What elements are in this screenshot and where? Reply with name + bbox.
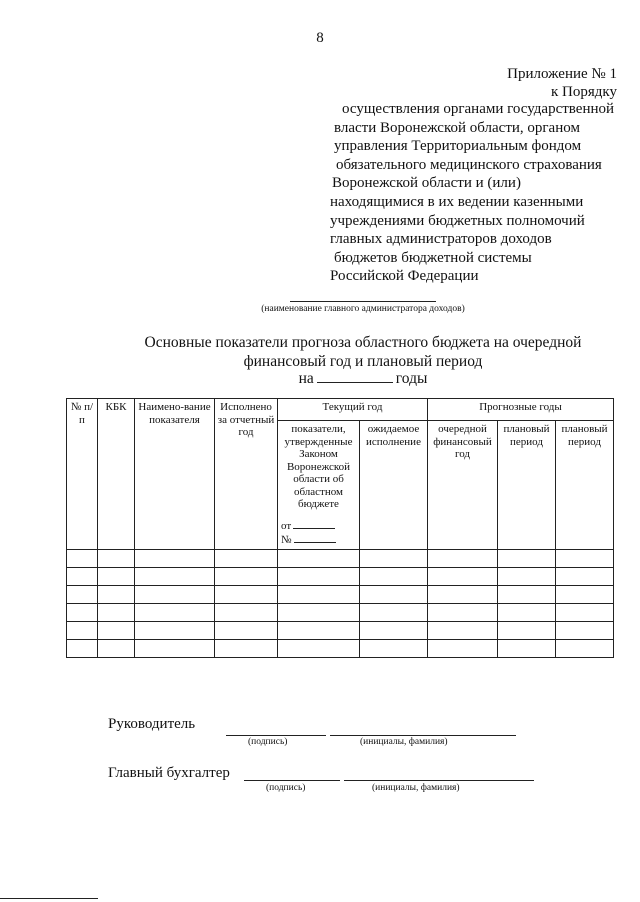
- table-cell[interactable]: [428, 550, 498, 568]
- header-plan-2: плановый период: [556, 421, 614, 550]
- table-row: [67, 568, 614, 586]
- table-cell[interactable]: [215, 586, 278, 604]
- table-cell[interactable]: [278, 622, 360, 640]
- table-cell[interactable]: [498, 622, 556, 640]
- accountant-label: Главный бухгалтер: [108, 765, 230, 781]
- table-cell[interactable]: [98, 640, 135, 658]
- title-line-1: Основные показатели прогноза областного бюджета на очередной: [144, 334, 582, 351]
- table-cell[interactable]: [498, 550, 556, 568]
- header-num: № п/п: [67, 399, 98, 550]
- table-cell[interactable]: [215, 640, 278, 658]
- table-cell[interactable]: [215, 568, 278, 586]
- appendix-title: Приложение № 1: [507, 66, 617, 82]
- header-plan-1: плановый период: [498, 421, 556, 550]
- table-cell[interactable]: [360, 550, 428, 568]
- table-cell[interactable]: [67, 604, 98, 622]
- table-cell[interactable]: [498, 586, 556, 604]
- head-signature-line[interactable]: [226, 735, 326, 736]
- table-cell[interactable]: [278, 550, 360, 568]
- table-cell[interactable]: [360, 622, 428, 640]
- table-cell[interactable]: [278, 640, 360, 658]
- appendix-line: управления Территориальным фондом: [334, 138, 582, 155]
- appendix-line: Воронежской области и (или): [332, 175, 521, 192]
- period-prefix: на: [298, 370, 314, 387]
- table-cell[interactable]: [215, 550, 278, 568]
- document-title: [0, 333, 640, 371]
- appendix-line: Российской Федерации: [330, 268, 479, 285]
- forecast-table: [66, 398, 614, 658]
- appendix-line: находящимися в их ведении казенными: [330, 193, 584, 210]
- table-row: [67, 586, 614, 604]
- table-cell[interactable]: [278, 604, 360, 622]
- appendix-line: власти Воронежской области, органом: [334, 119, 580, 136]
- appendix-body: [330, 100, 635, 286]
- page-number: 8: [316, 30, 324, 46]
- table-cell[interactable]: [98, 550, 135, 568]
- table-cell[interactable]: [98, 622, 135, 640]
- table-cell[interactable]: [135, 568, 215, 586]
- header-forecast-years: Прогнозные годы: [428, 399, 614, 421]
- footer-rule: [0, 898, 98, 899]
- table-cell[interactable]: [428, 586, 498, 604]
- head-name-caption: (инициалы, фамилия): [360, 737, 448, 747]
- header-next-year: очередной финансовый год: [428, 421, 498, 550]
- table-cell[interactable]: [428, 622, 498, 640]
- table-cell[interactable]: [98, 586, 135, 604]
- appendix-line: обязательного медицинского страхования: [336, 156, 602, 173]
- head-name-line[interactable]: [330, 735, 516, 736]
- period-suffix: годы: [395, 370, 428, 387]
- table-cell[interactable]: [498, 604, 556, 622]
- accountant-signature-caption: (подпись): [266, 783, 306, 793]
- approved-number-label: №: [281, 534, 292, 546]
- table-row: [67, 604, 614, 622]
- table-cell[interactable]: [428, 568, 498, 586]
- table-cell[interactable]: [360, 586, 428, 604]
- appendix-line: осуществления органами государственной: [342, 101, 615, 117]
- table-cell[interactable]: [360, 640, 428, 658]
- appendix-line: главных администраторов доходов: [330, 231, 552, 248]
- accountant-name-line[interactable]: [344, 780, 534, 781]
- table-cell[interactable]: [278, 568, 360, 586]
- table-cell[interactable]: [360, 568, 428, 586]
- accountant-name-caption: (инициалы, фамилия): [372, 783, 460, 793]
- header-approved: [278, 421, 360, 550]
- accountant-signature-line[interactable]: [244, 780, 340, 781]
- table-cell[interactable]: [67, 640, 98, 658]
- table-cell[interactable]: [556, 568, 614, 586]
- table-row: [67, 550, 614, 568]
- table-row: [67, 640, 614, 658]
- table-cell[interactable]: [135, 604, 215, 622]
- appendix-line: учреждениями бюджетных полномочий: [330, 212, 585, 229]
- header-name: Наимено-вание показателя: [135, 399, 215, 550]
- title-line-2: финансовый год и плановый период: [243, 353, 483, 370]
- table-cell[interactable]: [556, 604, 614, 622]
- table-cell[interactable]: [556, 586, 614, 604]
- header-approved-text: показатели, утвержденные Законом Воронежской области об областном бюджете: [284, 423, 353, 510]
- approved-from: [281, 519, 335, 533]
- header-current-year: Текущий год: [278, 399, 428, 421]
- approved-number: [281, 533, 336, 547]
- header-expected: ожидаемое исполнение: [360, 421, 428, 550]
- header-kbk: КБК: [98, 399, 135, 550]
- table-cell[interactable]: [556, 622, 614, 640]
- table-cell[interactable]: [215, 604, 278, 622]
- table-row: [67, 622, 614, 640]
- table-cell[interactable]: [67, 568, 98, 586]
- table-cell[interactable]: [67, 586, 98, 604]
- approved-from-label: от: [281, 520, 292, 532]
- table-cell[interactable]: [278, 586, 360, 604]
- table-cell[interactable]: [67, 550, 98, 568]
- head-label: Руководитель: [108, 716, 196, 732]
- table-cell[interactable]: [135, 550, 215, 568]
- admin-caption: (наименование главного администратора доходов): [261, 304, 465, 314]
- approved-number-blank[interactable]: [294, 533, 336, 543]
- table-cell[interactable]: [498, 640, 556, 658]
- table-cell[interactable]: [556, 550, 614, 568]
- appendix-line: бюджетов бюджетной системы: [334, 249, 532, 266]
- head-signature-caption: (подпись): [248, 737, 288, 747]
- table-cell[interactable]: [428, 640, 498, 658]
- table-cell[interactable]: [135, 622, 215, 640]
- admin-name-line[interactable]: [290, 301, 436, 302]
- table-cell[interactable]: [98, 604, 135, 622]
- table-cell[interactable]: [215, 622, 278, 640]
- table-cell[interactable]: [428, 604, 498, 622]
- table-cell[interactable]: [67, 622, 98, 640]
- approved-from-blank[interactable]: [293, 519, 335, 529]
- period-blank[interactable]: [317, 370, 393, 383]
- table-cell[interactable]: [498, 568, 556, 586]
- table-cell[interactable]: [135, 586, 215, 604]
- table-cell[interactable]: [360, 604, 428, 622]
- table-cell[interactable]: [98, 568, 135, 586]
- period-line: [0, 370, 640, 388]
- header-executed: Исполнено за отчетный год: [215, 399, 278, 550]
- appendix-subtitle: к Порядку: [551, 84, 617, 100]
- table-cell[interactable]: [135, 640, 215, 658]
- table-cell[interactable]: [556, 640, 614, 658]
